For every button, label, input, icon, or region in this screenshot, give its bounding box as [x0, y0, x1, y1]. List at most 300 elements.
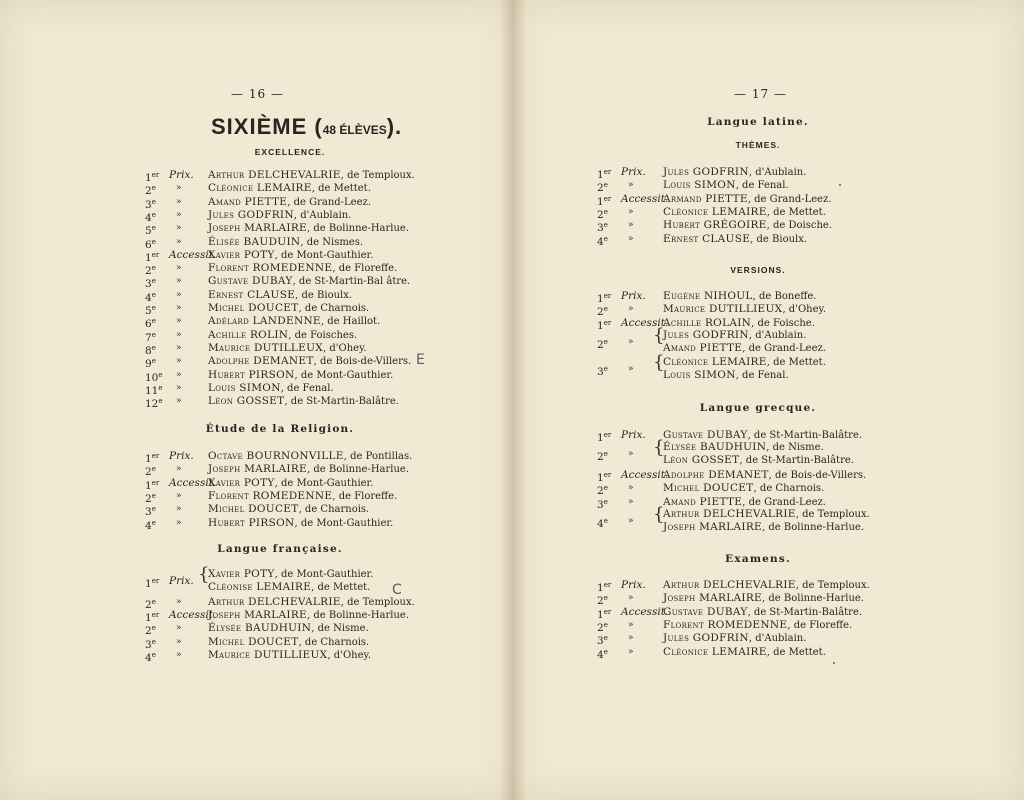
rank-number: 2 — [597, 208, 604, 221]
section-heading: EXCELLENCE. — [254, 147, 326, 157]
rank-number: 1 — [597, 319, 604, 332]
rank-number: 2 — [145, 598, 152, 611]
list-item — [145, 328, 445, 342]
list-item — [145, 368, 445, 382]
student-name: Élysée BAUDHUIN — [208, 622, 312, 635]
rank-number: 3 — [145, 198, 152, 211]
student-town: , de Temploux. — [340, 596, 415, 608]
student-name: Élisée BAUDUIN — [208, 235, 301, 248]
rank-suffix: e — [151, 224, 156, 233]
list-item — [597, 468, 897, 482]
list-item — [145, 502, 445, 519]
rank-number: 2 — [597, 621, 604, 634]
student-town: , de Haillot. — [320, 316, 381, 328]
student-name: Ernest CLAUSE — [663, 232, 751, 245]
rank-number: 4 — [145, 211, 152, 224]
ditto-mark: » — [176, 209, 182, 220]
title-student-count: 48 ÉLÈVES — [322, 123, 387, 137]
rank — [597, 232, 608, 249]
list-item — [597, 205, 897, 219]
rank-suffix: er — [151, 610, 160, 619]
student-name: Achille ROLAIN — [663, 316, 752, 329]
brace: { — [653, 437, 665, 459]
ditto-mark: » — [176, 369, 182, 380]
student-town: , de Bolinne-Harlue. — [307, 464, 410, 476]
student-name: Léon GOSSET — [663, 454, 740, 467]
student-town: , de Mettet. — [766, 356, 826, 368]
student-name: Gustave DUBAY — [208, 275, 293, 288]
list-item — [145, 516, 445, 530]
rank-suffix: er — [603, 168, 612, 176]
student-entry — [663, 329, 826, 355]
student-name: Maurice DUTILLIEUX — [208, 648, 328, 661]
rank — [145, 648, 156, 665]
rank-number: 2 — [597, 485, 604, 498]
rank-number: 2 — [597, 182, 604, 195]
list-item — [597, 428, 897, 442]
award-label: Accessit. — [621, 605, 669, 618]
rank-suffix: e — [151, 290, 156, 299]
student-name: Joseph MARLAIRE — [663, 520, 763, 533]
student-name: Michel DOUCET — [208, 503, 299, 516]
rank-suffix: er — [603, 431, 612, 439]
rank-number: 4 — [145, 651, 152, 664]
title-open-paren: ( — [314, 114, 323, 139]
student-town: , de Boneffe. — [752, 291, 817, 302]
student-entry — [663, 356, 826, 382]
student-town: , de Bolinne-Harlue. — [307, 223, 410, 235]
student-name: Adélard LANDENNE — [208, 315, 321, 328]
student-town: , de Mettet. — [311, 183, 371, 195]
list-item — [145, 314, 445, 331]
student-entry — [208, 394, 399, 409]
rank-suffix: er — [151, 171, 160, 179]
section-heading: Langue grecque. — [699, 402, 817, 414]
rank-suffix: e — [603, 337, 608, 346]
student-town: , de Charnois. — [298, 504, 370, 516]
rank-suffix: e — [603, 234, 608, 243]
rank-number: 2 — [597, 306, 604, 319]
student-name: Maurice DUTILLEUX — [208, 341, 323, 354]
rank-number: 7 — [145, 331, 152, 344]
student-town: , de Charnois. — [298, 636, 370, 648]
student-name: Amand PIETTE — [663, 495, 743, 508]
rank-number: 1 — [597, 169, 604, 181]
ditto-mark: » — [176, 596, 182, 607]
student-name: Amand PIETTE — [663, 341, 743, 354]
ditto-mark: » — [176, 623, 182, 634]
student-entry — [208, 516, 393, 531]
list-item — [597, 218, 897, 235]
rank-number: 2 — [145, 492, 152, 505]
rank-number: 10 — [145, 371, 159, 384]
student-town: , de Mettet. — [766, 206, 826, 218]
award-label: Prix. — [169, 575, 194, 587]
list-item — [145, 381, 445, 395]
rank — [145, 574, 159, 591]
student-town: , de Bois-de-Villers. — [313, 356, 412, 368]
student-town: , de St-Martin-Balâtre. — [739, 455, 854, 467]
student-name: Cléonice LEMAIRE — [663, 205, 767, 218]
student-name: Florent ROMEDENNE — [208, 489, 333, 502]
list-item — [145, 221, 445, 238]
rank-number: 1 — [597, 293, 604, 305]
ditto-mark: » — [628, 515, 634, 526]
rank-suffix: e — [151, 597, 156, 606]
student-name: Joseph MARLAIRE — [663, 592, 763, 605]
student-name: Hubert GRÉGOIRE — [663, 219, 767, 232]
list-item — [597, 232, 897, 246]
student-town: , d'Aublain. — [748, 633, 807, 645]
rank-number: 1 — [597, 608, 604, 621]
list-item — [145, 301, 445, 315]
rank-suffix: e — [151, 184, 156, 193]
ditto-mark: » — [176, 382, 182, 393]
award-label: Accessit. — [621, 468, 669, 481]
student-name: Michel DOUCET — [208, 302, 299, 314]
ditto-mark: » — [628, 619, 634, 630]
rank-number: 11 — [145, 384, 159, 397]
student-entry — [663, 645, 826, 660]
list-item — [597, 591, 897, 608]
rank-suffix: er — [603, 292, 612, 300]
rank-number: 3 — [145, 638, 152, 651]
list-item — [145, 288, 445, 302]
rank-suffix: e — [151, 518, 156, 527]
rank-suffix: er — [603, 581, 612, 589]
student-town: , de Bioulx. — [295, 289, 353, 301]
student-name: Armand PIETTE — [663, 192, 748, 205]
student-name: Élysée BAUDHUIN — [663, 441, 767, 454]
ditto-mark: » — [628, 233, 634, 244]
student-name: Jules GODFRIN — [663, 632, 749, 645]
rank-number: 4 — [145, 291, 152, 304]
student-name: Achille ROLIN — [208, 328, 289, 341]
rank-number: 8 — [145, 344, 152, 357]
rank-number: 2 — [145, 265, 152, 278]
student-name: Michel DOUCET — [663, 482, 754, 495]
ditto-mark: » — [176, 276, 182, 287]
rank-suffix: e — [603, 364, 608, 373]
student-name: Hubert PIRSON — [208, 368, 295, 381]
student-town: , de Doische. — [766, 220, 833, 232]
ditto-mark: » — [176, 504, 182, 515]
student-name: Arthur DELCHEVALRIE — [663, 579, 796, 591]
ditto-mark: » — [176, 303, 182, 313]
brace: { — [198, 564, 210, 585]
list-item — [597, 481, 897, 498]
rank-number: 6 — [145, 238, 152, 251]
rank-suffix: e — [603, 181, 608, 190]
list-item — [597, 618, 897, 632]
rank-suffix: e — [151, 237, 156, 246]
rank-number: 3 — [597, 635, 604, 648]
ditto-mark: » — [628, 593, 634, 604]
rank-suffix: e — [603, 221, 608, 230]
rank-number: 4 — [597, 648, 604, 661]
list-item — [145, 261, 445, 278]
student-entry — [208, 648, 371, 663]
student-town: , de Grand-Leez. — [747, 193, 832, 205]
student-town: , de Mont-Gauthier. — [294, 369, 394, 381]
student-name: Gustave DUBAY — [663, 605, 748, 618]
ditto-mark: » — [176, 236, 182, 247]
student-town: , de St-Martin-Balâtre. — [747, 606, 863, 618]
section-heading: Examens. — [725, 553, 791, 565]
rank-suffix: er — [151, 577, 160, 585]
rank-number: 1 — [597, 432, 604, 444]
ditto-mark: » — [176, 263, 182, 274]
ditto-mark: » — [176, 464, 182, 475]
list-item — [145, 235, 445, 249]
ditto-mark: » — [628, 220, 634, 231]
list-item — [597, 316, 897, 330]
list-item — [145, 476, 445, 490]
student-town: , de St-Martin-Bal âtre. — [292, 276, 411, 288]
list-item — [145, 274, 445, 291]
award-label: Prix. — [621, 429, 646, 441]
rank-suffix: e — [603, 647, 608, 656]
student-name: Maurice DUTILLIEUX — [663, 303, 783, 316]
rank-suffix: er — [151, 250, 160, 259]
ditto-mark: » — [176, 289, 182, 300]
student-name: Gustave DUBAY — [663, 429, 748, 441]
ditto-mark: » — [628, 449, 634, 460]
student-name: Jules GODFRIN — [208, 208, 294, 221]
rank-number: 12 — [145, 398, 159, 411]
list-item — [145, 394, 445, 411]
student-name: Louis SIMON — [208, 381, 281, 394]
rank-number: 4 — [597, 235, 604, 248]
rank-number: 1 — [597, 195, 604, 208]
list-item — [145, 341, 445, 355]
list-item — [597, 605, 897, 619]
rank — [597, 645, 608, 662]
rank-suffix: e — [603, 634, 608, 643]
award-label: Prix. — [621, 166, 646, 178]
rank-suffix: e — [603, 516, 608, 525]
student-town: , de Foische. — [751, 317, 815, 329]
student-name: Xavier POTY — [208, 568, 275, 580]
list-item — [145, 621, 445, 638]
list-item — [145, 489, 445, 503]
rank-number: 2 — [597, 338, 604, 351]
section-heading: Étude de la Religion. — [205, 423, 355, 435]
award-label: Accessit. — [621, 316, 669, 329]
section-heading: Langue française. — [217, 543, 343, 555]
rank-suffix: er — [603, 470, 612, 479]
student-town: , de Mont-Gauthier. — [294, 517, 394, 529]
rank-number: 2 — [145, 625, 152, 638]
title-text: SIXIÈME — [211, 114, 308, 139]
list-item — [597, 289, 897, 303]
list-item — [597, 578, 897, 592]
student-name: Michel DOUCET — [208, 635, 299, 648]
rank-number: 1 — [597, 582, 604, 594]
award-label: Accessit. — [169, 608, 217, 621]
ditto-mark: » — [628, 496, 634, 507]
rank-suffix: e — [603, 207, 608, 216]
student-name: Joseph MARLAIRE — [208, 608, 308, 621]
student-name: Adolphe DEMANET — [663, 468, 769, 481]
student-town: , de Floreffe. — [787, 619, 853, 631]
award-label: Accessit. — [621, 192, 669, 205]
rank — [597, 335, 608, 352]
student-name: Amand PIETTE — [208, 195, 288, 208]
student-town: , d'Aublain. — [293, 209, 352, 221]
award-label: Accessit. — [169, 476, 217, 489]
award-label: Prix. — [621, 290, 646, 302]
list-item — [597, 165, 897, 179]
ink-dot — [833, 662, 835, 664]
rank-suffix: e — [603, 620, 608, 629]
student-town: , d'Ohey. — [323, 342, 367, 354]
rank-suffix: e — [151, 624, 156, 633]
student-town: , de Grand-Leez. — [287, 196, 371, 208]
rank-number: 5 — [145, 225, 152, 238]
rank-suffix: e — [151, 343, 156, 352]
ditto-mark: » — [176, 223, 182, 234]
student-name: Léon GOSSET — [208, 395, 285, 408]
rank-number: 5 — [145, 305, 152, 317]
student-name: Jules GODFRIN — [663, 328, 749, 341]
student-town: , de Pontillas. — [343, 451, 413, 462]
list-item — [145, 181, 445, 198]
rank-suffix: e — [151, 650, 156, 659]
rank — [597, 362, 608, 379]
rank-suffix: e — [151, 465, 156, 474]
list-item — [145, 208, 445, 222]
rank-number: 1 — [145, 479, 152, 492]
ditto-mark: » — [176, 396, 182, 407]
student-town: , de Grand-Leez. — [742, 496, 826, 508]
rank — [597, 495, 608, 512]
student-entry — [663, 441, 854, 467]
rank-number: 1 — [145, 172, 152, 184]
student-town: , de Fenal. — [735, 180, 789, 192]
student-town: , de Mettet. — [311, 582, 371, 593]
student-town: , de Nismes. — [300, 236, 364, 248]
rank-number: 3 — [145, 278, 152, 291]
student-town: , de Charnois. — [753, 483, 825, 495]
handwritten-mark: E — [416, 352, 425, 368]
rank — [145, 394, 163, 411]
rank-suffix: e — [151, 197, 156, 206]
rank-suffix: e — [151, 357, 156, 366]
student-name: Louis SIMON — [663, 179, 736, 192]
ditto-mark: » — [176, 183, 182, 194]
rank-number: 1 — [145, 578, 152, 590]
ditto-mark: » — [176, 342, 182, 353]
list-item — [145, 608, 445, 622]
student-name: Octave BOURNONVILLE — [208, 450, 344, 462]
rank — [597, 316, 611, 333]
rank-number: 3 — [597, 222, 604, 235]
student-name: Florent ROMEDENNE — [208, 262, 333, 275]
rank-suffix: e — [151, 304, 156, 312]
student-town: , de Nisme. — [766, 442, 824, 454]
rank-number: 1 — [145, 251, 152, 264]
student-town: , de St-Martin-Balâtre. — [284, 396, 399, 408]
rank-number: 3 — [145, 506, 152, 519]
student-entry — [663, 508, 870, 534]
handwritten-mark: C — [392, 582, 402, 598]
ditto-mark: » — [176, 196, 182, 207]
rank-number: 2 — [145, 466, 152, 479]
student-name: Xavier POTY — [208, 476, 275, 489]
rank-suffix: e — [603, 484, 608, 493]
rank-suffix: e — [151, 277, 156, 286]
student-name: Cléonice LEMAIRE — [663, 355, 767, 368]
book-gutter — [500, 0, 526, 800]
ditto-mark: » — [176, 329, 182, 340]
section-heading: Langue latine. — [707, 116, 809, 128]
rank-number: 2 — [145, 185, 152, 198]
rank-suffix: e — [158, 370, 163, 379]
ditto-mark: » — [628, 304, 634, 315]
award-label: Prix. — [621, 579, 646, 591]
section-heading: THÈMES. — [735, 140, 781, 150]
ditto-mark: » — [176, 490, 182, 501]
list-item — [145, 168, 445, 182]
student-town: , de Temploux. — [795, 508, 870, 520]
right-page — [513, 0, 1024, 800]
rank — [597, 447, 608, 464]
student-town: , de Floreffe. — [332, 490, 398, 502]
student-name: Cléonice LEMAIRE — [663, 645, 767, 658]
student-name: Arthur DELCHEVALRIE — [663, 507, 796, 520]
student-name: Ernest CLAUSE — [208, 288, 296, 301]
rank — [597, 428, 611, 445]
student-town: , de Temploux. — [795, 580, 870, 591]
list-item — [597, 645, 897, 659]
title-close-paren: ). — [386, 114, 403, 139]
ditto-mark: » — [628, 180, 634, 191]
rank-suffix: e — [603, 450, 608, 459]
award-label: Prix. — [169, 450, 194, 462]
rank-suffix: e — [151, 330, 156, 339]
rank — [145, 516, 156, 533]
ditto-mark: » — [628, 483, 634, 494]
list-item — [597, 302, 897, 319]
student-town: , d'Aublain. — [748, 329, 807, 341]
student-town: , d'Ohey. — [327, 649, 372, 661]
ditto-mark: » — [628, 633, 634, 644]
rank-number: 9 — [145, 358, 152, 371]
ditto-mark: » — [628, 336, 634, 347]
student-name: Eugène NIHOUL — [663, 290, 753, 302]
student-name: Cléonice LEMAIRE — [208, 182, 312, 195]
student-town: , d'Ohey. — [782, 304, 827, 316]
ditto-mark: » — [628, 206, 634, 217]
brace: { — [653, 351, 665, 373]
rank-number: 4 — [597, 517, 604, 530]
ditto-mark: » — [176, 316, 182, 327]
rank-suffix: er — [603, 194, 612, 203]
student-town: , d'Aublain. — [748, 167, 807, 178]
student-town: , de Bolinne-Harlue. — [762, 521, 865, 533]
list-item — [145, 195, 445, 209]
award-label: Prix. — [169, 169, 194, 181]
student-name: Jules GODFRIN — [663, 166, 749, 178]
section-heading: VERSIONS. — [730, 265, 786, 275]
list-item — [145, 462, 445, 479]
ink-dot — [839, 184, 841, 186]
ditto-mark: » — [176, 649, 182, 660]
student-entry — [208, 568, 373, 594]
rank-suffix: e — [151, 491, 156, 500]
rank-suffix: e — [603, 594, 608, 603]
